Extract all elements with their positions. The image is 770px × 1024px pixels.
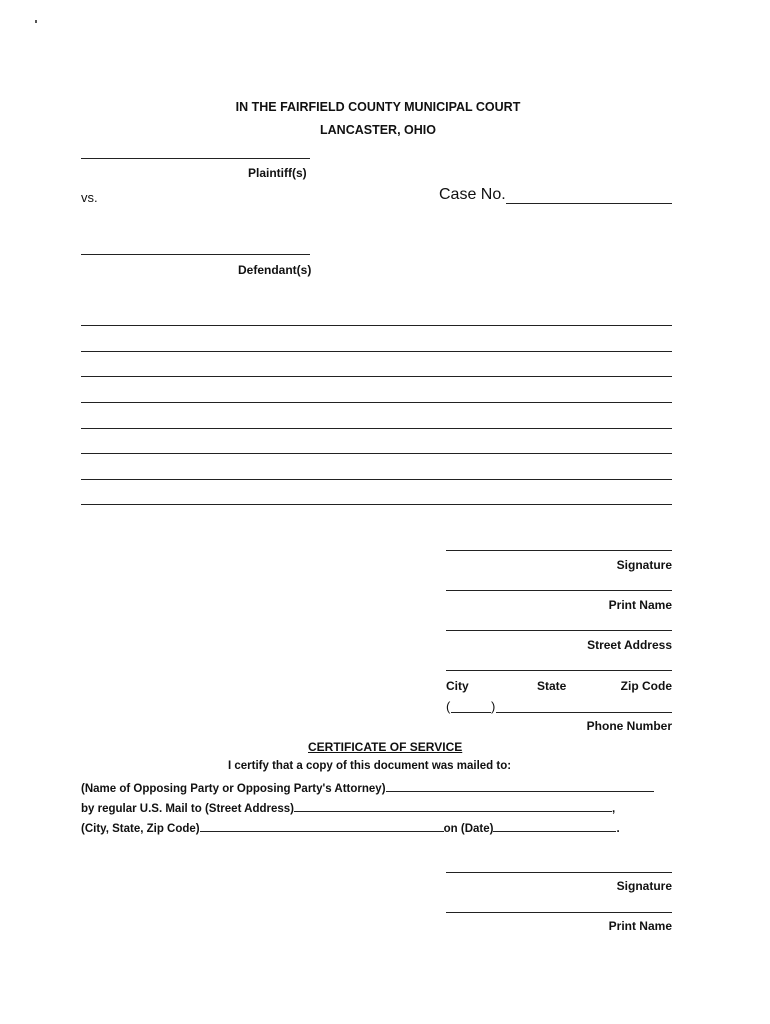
case-number-label: Case No.	[439, 186, 506, 203]
body-line[interactable]	[81, 351, 672, 352]
mail-address-field[interactable]	[294, 801, 612, 812]
body-line[interactable]	[81, 402, 672, 403]
certificate-heading: CERTIFICATE OF SERVICE	[308, 740, 463, 754]
body-line[interactable]	[81, 325, 672, 326]
zip-code-label: Zip Code	[620, 679, 672, 693]
mail-address-row	[81, 801, 615, 815]
street-address-label: Street Address	[587, 638, 672, 652]
certificate-signature-label: Signature	[616, 879, 672, 893]
phone-area-line[interactable]	[451, 712, 491, 713]
certificate-signature-line[interactable]	[446, 872, 672, 873]
signature-line[interactable]	[446, 550, 672, 551]
phone-area-open: (	[446, 699, 451, 714]
court-name: IN THE FAIRFIELD COUNTY MUNICIPAL COURT	[235, 100, 521, 114]
city-label: City	[446, 679, 469, 693]
plaintiff-label: Plaintiff(s)	[248, 166, 307, 180]
court-header	[0, 96, 770, 142]
opposing-party-row	[81, 781, 654, 795]
vs-label: vs.	[81, 190, 98, 205]
certificate-print-name-label: Print Name	[608, 919, 672, 933]
mail-address-comma: ,	[612, 803, 616, 815]
body-line[interactable]	[81, 453, 672, 454]
phone-line[interactable]	[496, 712, 672, 713]
opposing-party-label: (Name of Opposing Party or Opposing Party's Attorney)	[81, 783, 386, 795]
city-date-row	[81, 821, 620, 835]
phone-area-close: )	[491, 699, 496, 714]
phone-number-label: Phone Number	[586, 719, 672, 733]
defendant-label: Defendant(s)	[238, 263, 312, 277]
case-number-line[interactable]	[506, 203, 672, 204]
city-state-zip-line[interactable]	[446, 670, 672, 671]
body-line[interactable]	[81, 428, 672, 429]
print-name-line[interactable]	[446, 590, 672, 591]
street-address-line[interactable]	[446, 630, 672, 631]
city-state-zip-label: (City, State, Zip Code)	[81, 823, 200, 835]
scan-mark	[35, 20, 37, 23]
date-period: .	[616, 823, 620, 835]
certify-text: I certify that a copy of this document was mailed to:	[228, 760, 512, 772]
mail-address-label: by regular U.S. Mail to (Street Address)	[81, 803, 295, 815]
body-line[interactable]	[81, 504, 672, 505]
body-line[interactable]	[81, 376, 672, 377]
city-state-zip-field[interactable]	[200, 821, 444, 832]
on-date-label: on (Date)	[443, 823, 494, 835]
print-name-label: Print Name	[608, 598, 672, 612]
plaintiff-line[interactable]	[81, 158, 310, 159]
court-location: LANCASTER, OHIO	[320, 123, 436, 137]
defendant-line[interactable]	[81, 254, 310, 255]
date-field[interactable]	[493, 821, 616, 832]
state-label: State	[537, 679, 567, 693]
certificate-print-name-line[interactable]	[446, 912, 672, 913]
opposing-party-field[interactable]	[386, 781, 654, 792]
body-line[interactable]	[81, 479, 672, 480]
signature-label: Signature	[616, 558, 672, 572]
